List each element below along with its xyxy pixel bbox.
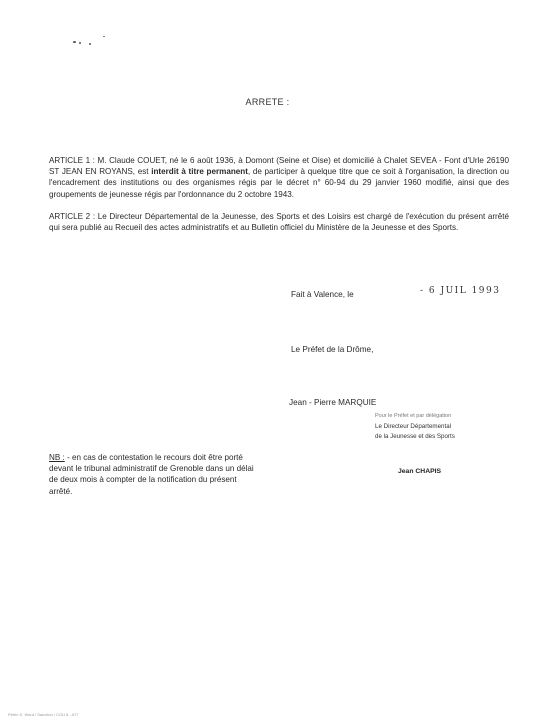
article-1-label: ARTICLE 1 : [49, 156, 98, 165]
nb-label: NB : [49, 453, 65, 462]
article-1-bold-text: interdit à titre permanent [151, 167, 248, 177]
date-stamp: - 6 JUIL 1993 [420, 286, 501, 296]
document-title: ARRETE : [245, 97, 290, 107]
nb-text: - en cas de contestation le recours doit être porté devant le tribunal administratif de Grenoble dans un délai de deux mois à compter de la notification du présent arrêté. [49, 453, 254, 496]
article-1-text-before: M. Claude COUET, né le 6 août 1936, à Domont (Seine et Oise) et domicilié à Chalet SEVEA - Font d'Urle 26190 ST JEAN EN ROYANS, est [49, 156, 510, 177]
nb-note [49, 452, 254, 497]
delegation-line-1: Pour le Préfet et par délégation [375, 413, 452, 419]
footer-path: Pétrin S. Word / Sanction / COU 8 . A77 [8, 712, 79, 717]
place-date-line: Fait à Valence, le [291, 290, 354, 299]
signer-name: Jean - Pierre MARQUIE [289, 398, 377, 407]
article-1-text-after: , de participer à quelque titre que ce soit à l'organisation, la direction ou l'encadrement des institutions ou des organismes régis par le décret n° 60-94 du 29 janvier 1960 modifié, ainsi que des groupements de jeunesse régis par l'ordonnance du 2 octobre 1943. [49, 167, 510, 199]
signatory-name: Jean CHAPIS [398, 468, 442, 475]
delegation-block [375, 411, 495, 443]
article-1 [49, 155, 509, 200]
article-2-label: ARTICLE 2 : [49, 212, 98, 221]
delegation-line-2: Le Directeur Départemental [375, 422, 452, 430]
prefet-title: Le Préfet de la Drôme, [291, 345, 374, 354]
article-2 [49, 211, 509, 233]
scan-artifact [70, 36, 110, 48]
article-2-text: Le Directeur Départemental de la Jeunesse, des Sports et des Loisirs est chargé de l'exécution du présent arrêté qui sera publié au Recueil des actes administratifs et au Bulletin officiel du Ministère de la Jeunesse et des Sports. [49, 212, 509, 233]
delegation-line-3: de la Jeunesse et des Sports [375, 433, 455, 440]
